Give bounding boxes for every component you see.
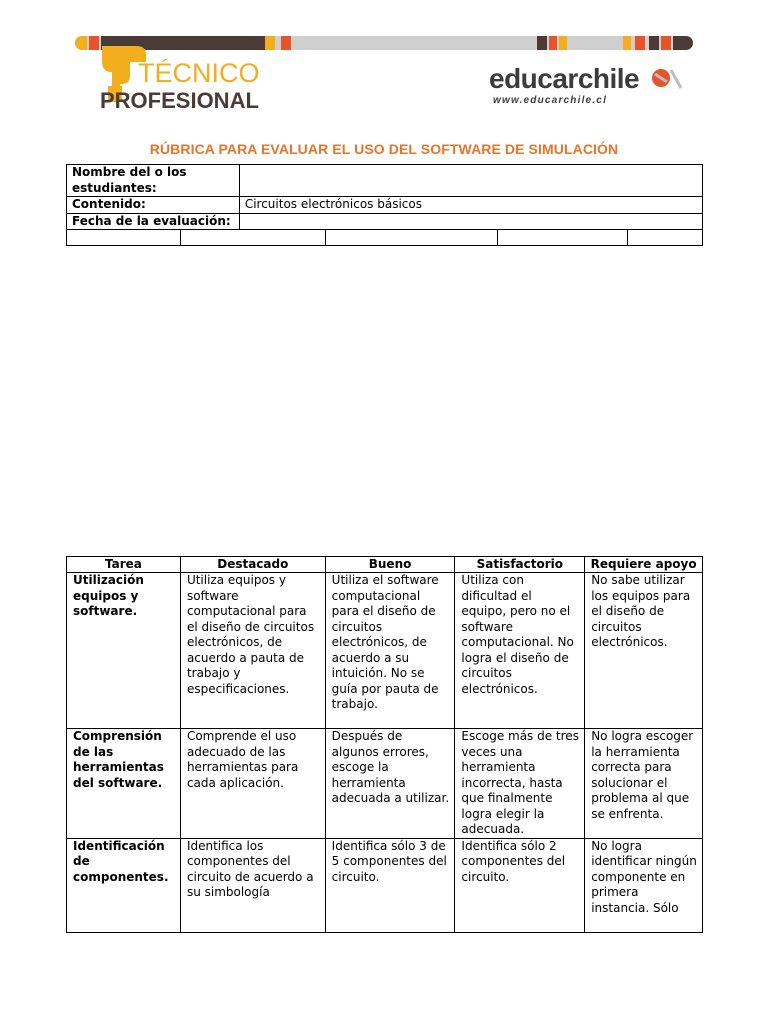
requiere-apoyo-cell: No logra identificar ningún componente en primera instancia. Sólo <box>585 838 703 932</box>
info-value: Circuitos electrónicos básicos <box>239 197 702 214</box>
requiere-apoyo-cell: No logra escoger la herramienta correcta para solucionar el problema al que se enfrenta. <box>585 729 703 839</box>
satisfactorio-cell: Escoge más de tres veces una herramienta incorrecta, hasta que finalmente logra elegir la adecuada. <box>455 729 585 839</box>
blank-cell <box>67 230 181 246</box>
info-row-content <box>67 197 703 214</box>
tecnico-profesional-logo <box>100 42 270 114</box>
educarchile-logo <box>485 58 685 108</box>
header-requiere-apoyo: Requiere apoyo <box>585 557 703 573</box>
blank-cell <box>325 230 498 246</box>
document-title: RÚBRICA PARA EVALUAR EL USO DEL SOFTWARE DE SIMULACIÓN <box>149 141 619 157</box>
info-label: Nombre del o los estudiantes: <box>67 165 240 197</box>
bueno-cell: Después de algunos errores, escoge la herramienta adecuada a utilizar. <box>325 729 455 839</box>
info-row-blank <box>67 230 703 246</box>
info-label: Contenido: <box>67 197 240 214</box>
task-cell: Utilización equipos y software. <box>67 573 181 729</box>
destacado-cell: Utiliza equipos y software computacional para el diseño de circuitos electrónicos, de acuerdo a pauta de trabajo y especificaciones. <box>180 573 325 729</box>
info-row-date <box>67 213 703 230</box>
header-tarea: Tarea <box>67 557 181 573</box>
logo-line1: TÉCNICO <box>138 58 260 88</box>
bueno-cell: Identifica sólo 3 de 5 componentes del circuito. <box>325 838 455 932</box>
rubric-row <box>67 838 703 932</box>
info-value <box>239 165 702 197</box>
info-label: Fecha de la evaluación: <box>67 213 240 230</box>
blank-cell <box>180 230 325 246</box>
rubric-table <box>66 556 703 933</box>
task-cell: Identificación de componentes. <box>67 838 181 932</box>
rubric-header-row <box>67 557 703 573</box>
destacado-cell: Identifica los componentes del circuito de acuerdo a su simbología <box>180 838 325 932</box>
destacado-cell: Comprende el uso adecuado de las herramientas para cada aplicación. <box>180 729 325 839</box>
info-value <box>239 213 702 230</box>
student-info-table <box>66 164 703 246</box>
bueno-cell: Utiliza el software computacional para el diseño de circuitos electrónicos, de acuerdo a su intuición. No se guía por pauta de trabajo. <box>325 573 455 729</box>
educarchile-brand: educarchile <box>489 63 640 94</box>
satisfactorio-cell: Identifica sólo 2 componentes del circuito. <box>455 838 585 932</box>
requiere-apoyo-cell: No sabe utilizar los equipos para el diseño de circuitos electrónicos. <box>585 573 703 729</box>
blank-cell <box>628 230 703 246</box>
task-cell: Comprensión de las herramientas del software. <box>67 729 181 839</box>
header-bueno: Bueno <box>325 557 455 573</box>
info-row-name <box>67 165 703 197</box>
educarchile-url: www.educarchile.cl <box>493 95 608 106</box>
header-destacado: Destacado <box>180 557 325 573</box>
rubric-row <box>67 729 703 839</box>
blank-cell <box>498 230 628 246</box>
satisfactorio-cell: Utiliza con dificultad el equipo, pero no el software computacional. No logra el diseño de circuitos electrónicos. <box>455 573 585 729</box>
header-satisfactorio: Satisfactorio <box>455 557 585 573</box>
logo-line2: PROFESIONAL <box>100 88 259 113</box>
rubric-row <box>67 573 703 729</box>
